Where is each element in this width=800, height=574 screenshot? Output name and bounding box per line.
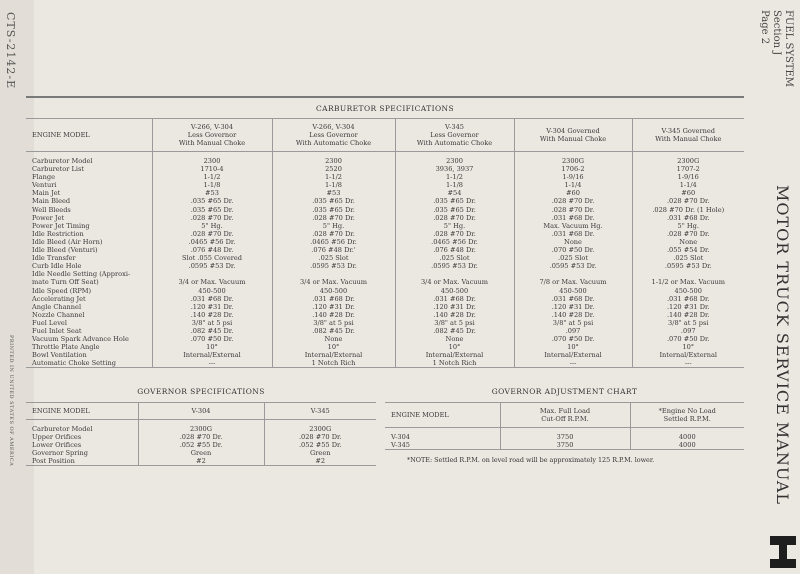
cell-value: 450-500 (440, 286, 469, 295)
cell-value: Green (190, 449, 212, 458)
manual-title: MOTOR TRUCK SERVICE MANUAL (773, 185, 792, 506)
cell-value: Internal/External (183, 351, 241, 360)
row-label: Automatic Choke Setting (32, 359, 116, 368)
cell-value: .028 #70 Dr. (666, 229, 710, 238)
header-line: Settled R.P.M. (663, 415, 711, 423)
cell-value: .0595 #53 Dr. (549, 262, 597, 271)
header-line: V-345 Governed (661, 127, 715, 135)
cell-value: .0465 #56 Dr. (431, 237, 478, 246)
adj-header-cell (500, 403, 630, 428)
header-line: With Automatic Choke (295, 139, 372, 147)
cell-value: .028 #70 Dr. (298, 433, 342, 442)
carb-header-cell (395, 119, 514, 152)
cell-value: .031 #68 Dr. (433, 294, 476, 303)
cell-value: .031 #68 Dr. (551, 229, 595, 238)
adj-value-column (630, 428, 744, 450)
governor-specs-table (26, 402, 376, 466)
cell-value: .097 (680, 326, 696, 335)
cell-value: #54 (447, 189, 462, 198)
cell-value: .070 #50 Dr. (551, 246, 595, 255)
cell-value: .025 Slot (557, 254, 589, 263)
cell-value: .028 #70 Dr. (179, 433, 223, 442)
carb-header-cell (514, 119, 632, 152)
cell-value: 10° (682, 343, 695, 352)
cell-value: .052 #55 Dr. (298, 441, 342, 450)
cell-value: .028 #70 Dr. (666, 197, 710, 206)
governor-header-row (26, 403, 376, 420)
adj-label-column (385, 428, 500, 450)
carb-value-column (632, 152, 744, 368)
cell-value: --- (569, 359, 577, 368)
cell-value: .120 #31 Dr. (190, 302, 234, 311)
cell-value: 2300G (561, 157, 585, 165)
header-line: ENGINE MODEL (32, 407, 90, 415)
cell-value: 5" Hg. (322, 221, 345, 230)
cell-value: .028 #70 Dr. (190, 229, 234, 238)
header-line: Less Governor (430, 131, 479, 139)
cell-value: Internal/External (659, 351, 718, 360)
cell-value: .120 #31 Dr. (551, 302, 595, 311)
cell-value: .082 #45 Dr. (312, 326, 355, 335)
cell-value: .035 #65 Dr. (190, 197, 234, 206)
cell-value: 1 Notch Rich (311, 359, 356, 368)
cell-value: .076 #48 Dr.' (311, 246, 356, 255)
header-line: Less Governor (187, 131, 237, 139)
adj-value-column (500, 428, 630, 450)
cell-value: 450-500 (319, 286, 348, 295)
cell-value: 2300 (203, 157, 221, 165)
cell-value: .140 #28 Dr. (551, 310, 595, 319)
cell-value: None (679, 237, 698, 246)
cell-value: 1 Notch Rich (432, 359, 477, 368)
cell-value: 2300G (677, 157, 700, 165)
cell-value: .031 #68 Dr. (551, 213, 595, 222)
cell-value: 10° (327, 343, 340, 352)
header-line: With Manual Choke (655, 135, 722, 143)
cell-value: 2520 (325, 165, 342, 174)
header-line: Cut-Off R.P.M. (541, 415, 589, 423)
cell-value: .082 #45 Dr. (190, 326, 234, 335)
cell-value: 1-1/2 (324, 173, 343, 182)
cell-value: .031 #68 Dr. (551, 294, 595, 303)
cell-value: 1-1/8 (203, 181, 221, 190)
section-header-line: FUEL SYSTEM (783, 10, 794, 87)
gov-value-column (264, 420, 376, 466)
row-label: V-345 (391, 441, 410, 450)
cell-value: Internal/External (304, 351, 363, 360)
carb-header-cell (152, 119, 272, 152)
carburetor-header-row (26, 119, 744, 152)
governor-adjustment-title: GOVERNOR ADJUSTMENT CHART (491, 387, 638, 396)
document-code: CTS-2142-E (4, 12, 17, 90)
header-line: ENGINE MODEL (391, 411, 449, 419)
carb-header-cell (26, 119, 152, 152)
row-label: Fuel Inlet Seat (32, 326, 82, 335)
gov-label-column (26, 420, 138, 466)
header-line: V-266, V-304 (190, 123, 234, 131)
cell-value: 3750 (556, 441, 574, 450)
header-line: V-345 (310, 407, 330, 415)
row-label: Flange (32, 173, 55, 182)
header-line: V-266, V-304 (312, 123, 355, 131)
cell-value: 1707-2 (676, 165, 700, 174)
cell-value: .035 #65 Dr. (433, 205, 476, 214)
carburetor-specs-table (26, 118, 744, 368)
cell-value: .025 Slot (673, 254, 704, 263)
cell-value: 7/8 or Max. Vacuum (539, 278, 607, 287)
cell-value: 1-1/8 (324, 181, 343, 190)
cell-value: .082 #45 Dr. (433, 326, 476, 335)
cell-value: 450-500 (674, 286, 702, 295)
cell-value: .028 #70 Dr. (551, 205, 595, 214)
settled-rpm-note: *NOTE: Settled R.P.M. on level road will be approximately 125 R.P.M. lower. (407, 456, 655, 465)
cell-value: .035 #65 Dr. (312, 197, 355, 206)
cell-value: .0595 #53 Dr. (664, 262, 712, 271)
cell-value: None (564, 237, 582, 246)
row-label: Main Jet (32, 189, 61, 198)
row-label: Fuel Level (32, 318, 67, 327)
row-label: Venturi (32, 181, 57, 190)
adj-header-cell (385, 403, 500, 428)
row-label: Angle Channel (32, 302, 82, 311)
cell-value: #2 (315, 457, 326, 466)
printed-in-notice: PRINTED IN UNITED STATES OF AMERICA (8, 335, 14, 467)
cell-value: --- (208, 359, 216, 368)
cell-value: 3/4 or Max. Vacuum (420, 278, 489, 287)
cell-value: 10° (567, 343, 579, 352)
cell-value: 1-1/2 (445, 173, 464, 182)
header-line: Max. Full Load (539, 407, 591, 415)
row-label: Accelerating Jet (32, 294, 86, 303)
row-label: Vacuum Spark Advance Hole (32, 335, 129, 344)
governor-body-row (26, 420, 376, 466)
cell-value: .0595 #53 Dr. (188, 262, 236, 271)
cell-value: 3/4 or Max. Vacuum (299, 278, 368, 287)
cell-value: 2300G (309, 425, 332, 433)
cell-value: .070 #50 Dr. (666, 335, 710, 344)
header-line: ENGINE MODEL (32, 131, 90, 139)
cell-value: .028 #70 Dr. (1 Hole) (652, 205, 725, 214)
cell-value: .0465 #56 Dr. (310, 237, 357, 246)
adj-header-cell (630, 403, 744, 428)
row-label: mate Turn Off Seat) (32, 278, 99, 287)
cell-value: 2300 (325, 157, 342, 165)
cell-value: .035 #65 Dr. (312, 205, 355, 214)
spec-sheet (26, 96, 744, 466)
cell-value: --- (684, 359, 692, 368)
cell-value: .025 Slot (318, 254, 349, 263)
cell-value: 1-1/2 or Max. Vacuum (651, 278, 725, 287)
cell-value: Slot .055 Covered (181, 254, 243, 263)
carb-value-column (152, 152, 272, 368)
governor-specs-title: GOVERNOR SPECIFICATIONS (137, 387, 265, 396)
cell-value: #53 (326, 189, 341, 198)
cell-value: 3750 (556, 433, 574, 441)
cell-value: 450-500 (559, 286, 587, 295)
cell-value (155, 270, 270, 278)
cell-value: #2 (196, 457, 206, 466)
cell-value: .052 #55 Dr. (179, 441, 223, 450)
gov-header-cell (264, 403, 376, 420)
cell-value (635, 270, 743, 278)
cell-value: Green (310, 449, 331, 458)
cell-value: 2300G (189, 425, 213, 433)
cell-value: 3936, 3937 (435, 165, 474, 174)
cell-value: 5" Hg. (443, 221, 466, 230)
cell-value: 4000 (678, 441, 696, 450)
cell-value: #60 (566, 189, 580, 198)
adjustment-header-row (385, 403, 744, 428)
cell-value: .0595 #53 Dr. (431, 262, 478, 271)
row-label: Main Bleed (32, 197, 71, 206)
cell-value: .031 #68 Dr. (190, 294, 234, 303)
cell-value: 3/8" at 5 psi (191, 318, 233, 327)
row-label: Upper Orifices (32, 433, 82, 442)
cell-value: .140 #28 Dr. (312, 310, 355, 319)
gov-header-cell (138, 403, 264, 420)
row-label: Governor Spring (32, 449, 88, 458)
cell-value: #53 (205, 189, 219, 198)
cell-value: .120 #31 Dr. (666, 302, 710, 311)
row-label: Curb Idle Hole (32, 262, 82, 271)
row-label: Idle Bleed (Venturi) (32, 246, 98, 255)
cell-value: .028 #70 Dr. (312, 229, 355, 238)
cell-value: .0465 #56 Dr. (188, 237, 236, 246)
row-label: Carburetor Model (32, 425, 93, 433)
cell-value: 3/8" at 5 psi (434, 318, 475, 327)
cell-value: .035 #65 Dr. (190, 205, 234, 214)
row-label: Lower Orifices (32, 441, 82, 450)
cell-value: .070 #50 Dr. (190, 335, 234, 344)
governor-specs (26, 382, 376, 466)
row-label: Nozzle Channel (32, 310, 85, 319)
cell-value: None (324, 335, 343, 344)
row-label: Idle Needle Setting (Approxi- (32, 270, 131, 279)
cell-value (398, 270, 512, 278)
header-line: V-304 (191, 407, 211, 415)
row-label: Idle Speed (RPM) (32, 286, 92, 295)
adjustment-body-row (385, 428, 744, 450)
row-label: Well Bleeds (32, 205, 71, 214)
header-line: *Engine No Load (658, 407, 716, 415)
cell-value: 10° (448, 343, 461, 352)
carburetor-specs-title: CARBURETOR SPECIFICATIONS (315, 104, 455, 113)
cell-value: .120 #31 Dr. (433, 302, 476, 311)
row-label: Carburetor List (32, 165, 85, 174)
cell-value: .031 #68 Dr. (312, 294, 355, 303)
cell-value: None (445, 335, 464, 344)
cell-value: .028 #70 Dr. (433, 229, 476, 238)
cell-value: 1710-4 (200, 165, 224, 174)
carb-value-column (514, 152, 632, 368)
cell-value: .055 #54 Dr. (666, 246, 710, 255)
cell-value: 1-1/8 (445, 181, 464, 190)
cell-value: .031 #68 Dr. (666, 294, 710, 303)
row-label: Bowl Ventilation (32, 351, 87, 360)
carb-value-column (395, 152, 514, 368)
header-line: V-304 Governed (546, 127, 600, 135)
cell-value: 2300 (446, 157, 463, 165)
row-label: Idle Restriction (32, 229, 84, 238)
section-header-line: Section J (771, 10, 782, 56)
cell-value: .140 #28 Dr. (666, 310, 710, 319)
cell-value (517, 270, 630, 278)
cell-value: 1-1/2 (203, 173, 221, 182)
cell-value: .097 (565, 326, 581, 335)
cell-value: 1706-2 (561, 165, 585, 174)
row-label: Power Jet Timing (32, 221, 90, 230)
cell-value: 3/8" at 5 psi (313, 318, 354, 327)
cell-value: 5" Hg. (677, 221, 699, 230)
cell-value: Max. Vacuum Hg. (543, 221, 603, 230)
cell-value: 1-1/4 (564, 181, 582, 190)
carb-header-cell (272, 119, 395, 152)
carburetor-body-row (26, 152, 744, 368)
row-label: Throttle Plate Angle (32, 343, 100, 352)
cell-value: .140 #28 Dr. (190, 310, 234, 319)
cell-value: Internal/External (544, 351, 602, 360)
section-header-line: Page 2 (759, 10, 770, 45)
row-label: V-304 (391, 433, 410, 441)
cell-value: .028 #70 Dr. (312, 213, 355, 222)
cell-value: 1-1/4 (679, 181, 697, 190)
row-label: Power Jet (32, 213, 65, 222)
cell-value: Internal/External (425, 351, 484, 360)
cell-value: 3/4 or Max. Vacuum (178, 278, 246, 287)
carb-label-column (26, 152, 152, 368)
cell-value: .031 #68 Dr. (666, 213, 710, 222)
header-line: With Automatic Choke (416, 139, 493, 147)
header-line: Less Governor (309, 131, 358, 139)
cell-value: .070 #50 Dr. (551, 335, 595, 344)
cell-value: .120 #31 Dr. (312, 302, 355, 311)
header-line: With Manual Choke (539, 135, 607, 143)
header-line: V-345 (445, 123, 464, 131)
brand-logo (770, 536, 796, 568)
cell-value: 1-9/16 (562, 173, 584, 182)
row-label: Carburetor Model (32, 157, 93, 165)
cell-value: 3/8" at 5 psi (668, 318, 709, 327)
carb-header-cell (632, 119, 744, 152)
cell-value: .140 #28 Dr. (433, 310, 476, 319)
cell-value: 3/8" at 5 psi (552, 318, 594, 327)
governor-adjustment-chart (385, 382, 744, 464)
cell-value: 5" Hg. (201, 221, 223, 230)
governor-adjustment-table (385, 402, 744, 450)
gov-value-column (138, 420, 264, 466)
row-label: Post Position (32, 457, 75, 466)
row-label: Idle Transfer (32, 254, 76, 263)
cell-value: .076 #48 Dr. (190, 246, 234, 255)
cell-value: 10° (206, 343, 218, 352)
cell-value: 1-9/16 (677, 173, 699, 182)
gov-header-cell (26, 403, 138, 420)
cell-value: .028 #70 Dr. (190, 213, 234, 222)
cell-value: .035 #65 Dr. (433, 197, 476, 206)
cell-value: 4000 (678, 433, 696, 441)
header-line: With Manual Choke (178, 139, 246, 147)
cell-value: .028 #70 Dr. (433, 213, 476, 222)
cell-value: 450-500 (198, 286, 226, 295)
cell-value (275, 270, 393, 278)
cell-value: .025 Slot (439, 254, 470, 263)
cell-value: .076 #48 Dr. (433, 246, 476, 255)
carb-value-column (272, 152, 395, 368)
cell-value: .0595 #53 Dr. (310, 262, 357, 271)
section-header (758, 10, 794, 87)
cell-value: .028 #70 Dr. (551, 197, 595, 206)
row-label: Idle Bleed (Air Horn) (32, 237, 103, 246)
cell-value: #60 (681, 189, 696, 198)
